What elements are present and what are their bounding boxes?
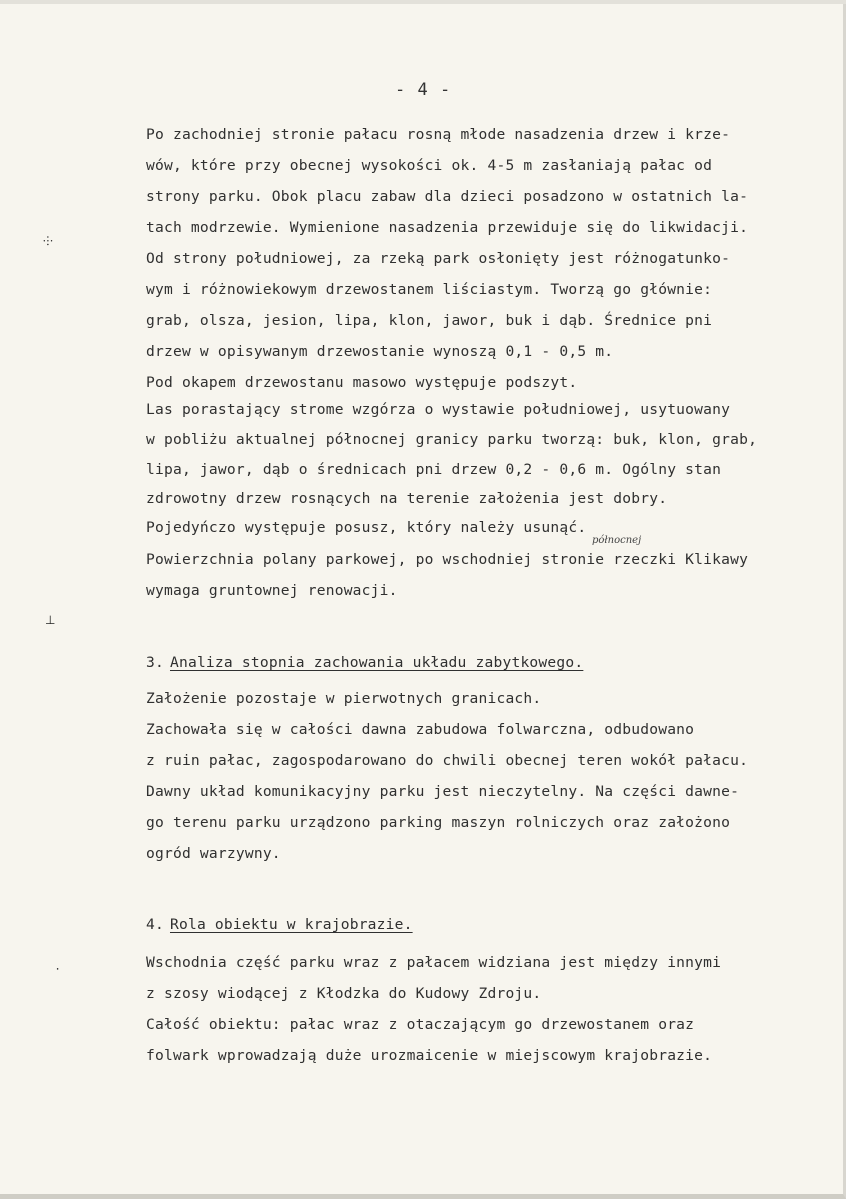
text-line: zdrowotny drzew rosnących na terenie założenia jest dobry.	[146, 490, 668, 507]
text-line: wów, które przy obecnej wysokości ok. 4-5 m zasłaniają pałac od	[146, 157, 713, 174]
text-line: Wschodnia część parku wraz z pałacem widziana jest między innymi	[146, 954, 722, 971]
page-number: - 4 -	[395, 80, 452, 100]
margin-mark: ⸱	[56, 962, 60, 976]
text-line: ogród warzywny.	[146, 845, 281, 862]
text-line: Po zachodniej stronie pałacu rosną młode nasadzenia drzew i krze-	[146, 126, 731, 143]
section-number: 4.	[146, 916, 164, 933]
text-line: z szosy wiodącej z Kłodzka do Kudowy Zdroju.	[146, 985, 542, 1002]
section-4-heading	[146, 916, 413, 933]
margin-mark: ⸭	[43, 234, 53, 248]
section-title: Analiza stopnia zachowania układu zabytkowego.	[169, 654, 584, 671]
text-line: drzew w opisywanym drzewostanie wynoszą 0,1 - 0,5 m.	[146, 343, 614, 360]
text-line: wymaga gruntownej renowacji.	[146, 582, 398, 599]
margin-mark: ⊥	[45, 613, 56, 627]
text-line: z ruin pałac, zagospodarowano do chwili obecnej teren wokół pałacu.	[146, 752, 749, 769]
text-line: Pod okapem drzewostanu masowo występuje podszyt.	[146, 374, 578, 391]
text-line: Założenie pozostaje w pierwotnych granicach.	[146, 690, 542, 707]
text-line: Od strony południowej, za rzeką park osłonięty jest różnogatunko-	[146, 250, 731, 267]
text-line: Powierzchnia polany parkowej, po wschodniej stronie rzeczki Klikawy	[146, 551, 749, 568]
section-number: 3.	[146, 654, 164, 671]
section-title: Rola obiektu w krajobrazie.	[169, 916, 413, 933]
text-line: Całość obiektu: pałac wraz z otaczającym go drzewostanem oraz	[146, 1016, 695, 1033]
page-edge	[0, 0, 846, 4]
handwritten-annotation: północnej	[592, 535, 642, 546]
text-line: wym i różnowiekowym drzewostanem liściastym. Tworzą go głównie:	[146, 281, 713, 298]
text-line: strony parku. Obok placu zabaw dla dzieci posadzono w ostatnich la-	[146, 188, 749, 205]
text-line: Dawny układ komunikacyjny parku jest nieczytelny. Na części dawne-	[146, 783, 740, 800]
text-line: grab, olsza, jesion, lipa, klon, jawor, buk i dąb. Średnice pni	[146, 312, 713, 329]
text-line: Zachowała się w całości dawna zabudowa folwarczna, odbudowano	[146, 721, 695, 738]
section-3-heading	[146, 654, 583, 671]
text-line: lipa, jawor, dąb o średnicach pni drzew 0,2 - 0,6 m. Ogólny stan	[146, 461, 722, 478]
text-line: go terenu parku urządzono parking maszyn rolniczych oraz założono	[146, 814, 731, 831]
text-line: Las porastający strome wzgórza o wystawie południowej, usytuowany	[146, 401, 731, 418]
text-line: w pobliżu aktualnej północnej granicy parku tworzą: buk, klon, grab,	[146, 431, 758, 448]
text-line: tach modrzewie. Wymienione nasadzenia przewiduje się do likwidacji.	[146, 219, 749, 236]
text-line: Pojedyńczo występuje posusz, który należy usunąć.	[146, 519, 587, 536]
text-line: folwark wprowadzają duże urozmaicenie w miejscowym krajobrazie.	[146, 1047, 713, 1064]
